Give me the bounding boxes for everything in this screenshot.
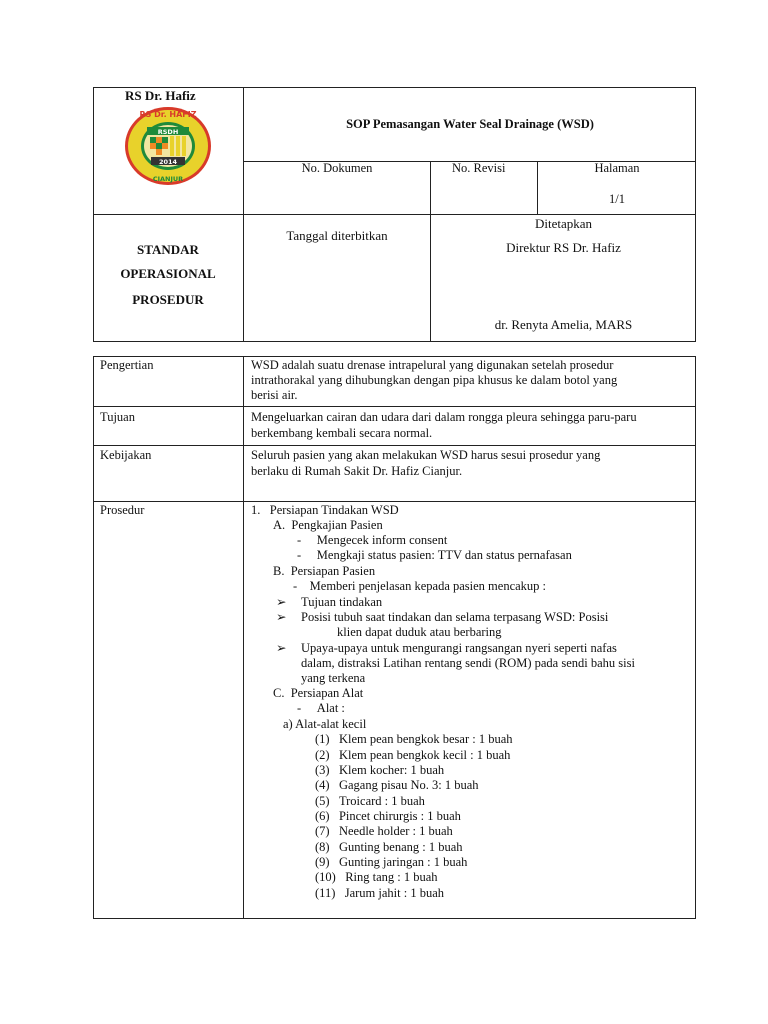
kebijakan-text-2: berlaku di Rumah Sakit Dr. Hafiz Cianjur. xyxy=(251,464,463,478)
kebijakan-text-1: Seluruh pasien yang akan melakukan WSD harus sesui prosedur yang xyxy=(251,448,601,462)
prosedur-b-bullet-3-line1: Upaya-upaya untuk mengurangi rangsangan nyeri seperti nafas xyxy=(301,641,617,655)
prosedur-b-bullet-3-line2: dalam, distraksi Latihan rentang sendi (ROM) pada sendi bahu sisi xyxy=(301,656,635,670)
prosedur-b-bullet-2-line1: Posisi tubuh saat tindakan dan selama terpasang WSD: Posisi xyxy=(301,610,609,624)
doc-title: SOP Pemasangan Water Seal Drainage (WSD) xyxy=(346,117,594,131)
prosedur-a-heading: A. Pengkajian Pasien xyxy=(273,518,383,532)
row-divider-2 xyxy=(93,445,696,446)
pengertian-text-2: intrathorakal yang dihubungkan dengan pipa khusus ke dalam botol yang xyxy=(251,373,618,387)
alat-list-item: (11) Jarum jahit : 1 buah xyxy=(315,886,445,900)
hospital-logo-icon xyxy=(124,106,212,186)
ditetapkan-label: Ditetapkan xyxy=(534,216,593,231)
arrow-bullet-icon: ➢ xyxy=(276,610,287,624)
prosedur-a-item-2: - Mengkaji status pasien: TTV dan status pernafasan xyxy=(297,548,572,562)
row-divider-3 xyxy=(93,501,696,502)
alat-list-item: (5) Troicard : 1 buah xyxy=(315,794,425,808)
halaman-label: Halaman xyxy=(594,161,640,175)
svg-text:RS Dr. HAFIZ: RS Dr. HAFIZ xyxy=(139,110,197,119)
halaman-value: 1/1 xyxy=(609,192,625,206)
alat-list-item: (6) Pincet chirurgis : 1 buah xyxy=(315,809,461,823)
tujuan-text-2: berkembang kembali secara normal. xyxy=(251,426,433,440)
alat-list-item: (2) Klem pean bengkok kecil : 1 buah xyxy=(315,748,511,762)
tujuan-text-1: Mengeluarkan cairan dan udara dari dalam rongga pleura sehingga paru-paru xyxy=(251,410,637,424)
direktur-label: Direktur RS Dr. Hafiz xyxy=(506,240,621,255)
arrow-bullet-icon: ➢ xyxy=(276,595,287,609)
sop-title-line1: STANDAR xyxy=(137,242,199,257)
prosedur-b-bullet-2-line2: klien dapat duduk atau berbaring xyxy=(337,625,502,639)
prosedur-c-item-1: - Alat : xyxy=(297,701,345,715)
alat-list-item: (4) Gagang pisau No. 3: 1 buah xyxy=(315,778,479,792)
header-divider-h2 xyxy=(93,214,696,215)
signer-name: dr. Renyta Amelia, MARS xyxy=(494,317,633,332)
alat-list-item: (1) Klem pean bengkok besar : 1 buah xyxy=(315,732,513,746)
pengertian-label: Pengertian xyxy=(100,358,154,372)
alat-list-item: (3) Klem kocher: 1 buah xyxy=(315,763,445,777)
no-revisi-label: No. Revisi xyxy=(452,161,506,175)
hospital-name: RS Dr. Hafiz xyxy=(125,88,196,103)
prosedur-b-item-1: - Memberi penjelasan kepada pasien mencakup : xyxy=(293,579,547,593)
arrow-bullet-icon: ➢ xyxy=(276,641,287,655)
alat-list-item: (9) Gunting jaringan : 1 buah xyxy=(315,855,468,869)
prosedur-a-item-1: - Mengecek inform consent xyxy=(297,533,448,547)
prosedur-c-subheading: a) Alat-alat kecil xyxy=(283,717,367,731)
pengertian-text-1: WSD adalah suatu drenase intrapelural yang digunakan setelah prosedur xyxy=(251,358,614,372)
alat-list-item: (7) Needle holder : 1 buah xyxy=(315,824,453,838)
prosedur-b-bullet-1: Tujuan tindakan xyxy=(301,595,383,609)
prosedur-c-heading: C. Persiapan Alat xyxy=(273,686,364,700)
svg-text:2014: 2014 xyxy=(158,158,178,166)
row-divider-1 xyxy=(93,406,696,407)
no-dokumen-label: No. Dokumen xyxy=(301,161,373,175)
tujuan-label: Tujuan xyxy=(100,410,135,424)
kebijakan-label: Kebijakan xyxy=(100,448,152,462)
svg-text:RSDH: RSDH xyxy=(157,128,179,136)
svg-text:CIANJUR: CIANJUR xyxy=(152,175,184,183)
pengertian-text-3: berisi air. xyxy=(251,388,298,402)
prosedur-b-heading: B. Persiapan Pasien xyxy=(273,564,376,578)
prosedur-label: Prosedur xyxy=(100,503,145,517)
content-divider-v xyxy=(243,356,244,919)
prosedur-step-1: 1. Persiapan Tindakan WSD xyxy=(251,503,399,517)
tanggal-diterbitkan-label: Tanggal diterbitkan xyxy=(286,228,388,243)
alat-list-item: (8) Gunting benang : 1 buah xyxy=(315,840,463,854)
sop-title-line3: PROSEDUR xyxy=(132,292,204,307)
prosedur-b-bullet-3-line3: yang terkena xyxy=(301,671,366,685)
alat-list-item: (10) Ring tang : 1 buah xyxy=(315,870,438,884)
sop-title-line2: OPERASIONAL xyxy=(120,266,216,281)
